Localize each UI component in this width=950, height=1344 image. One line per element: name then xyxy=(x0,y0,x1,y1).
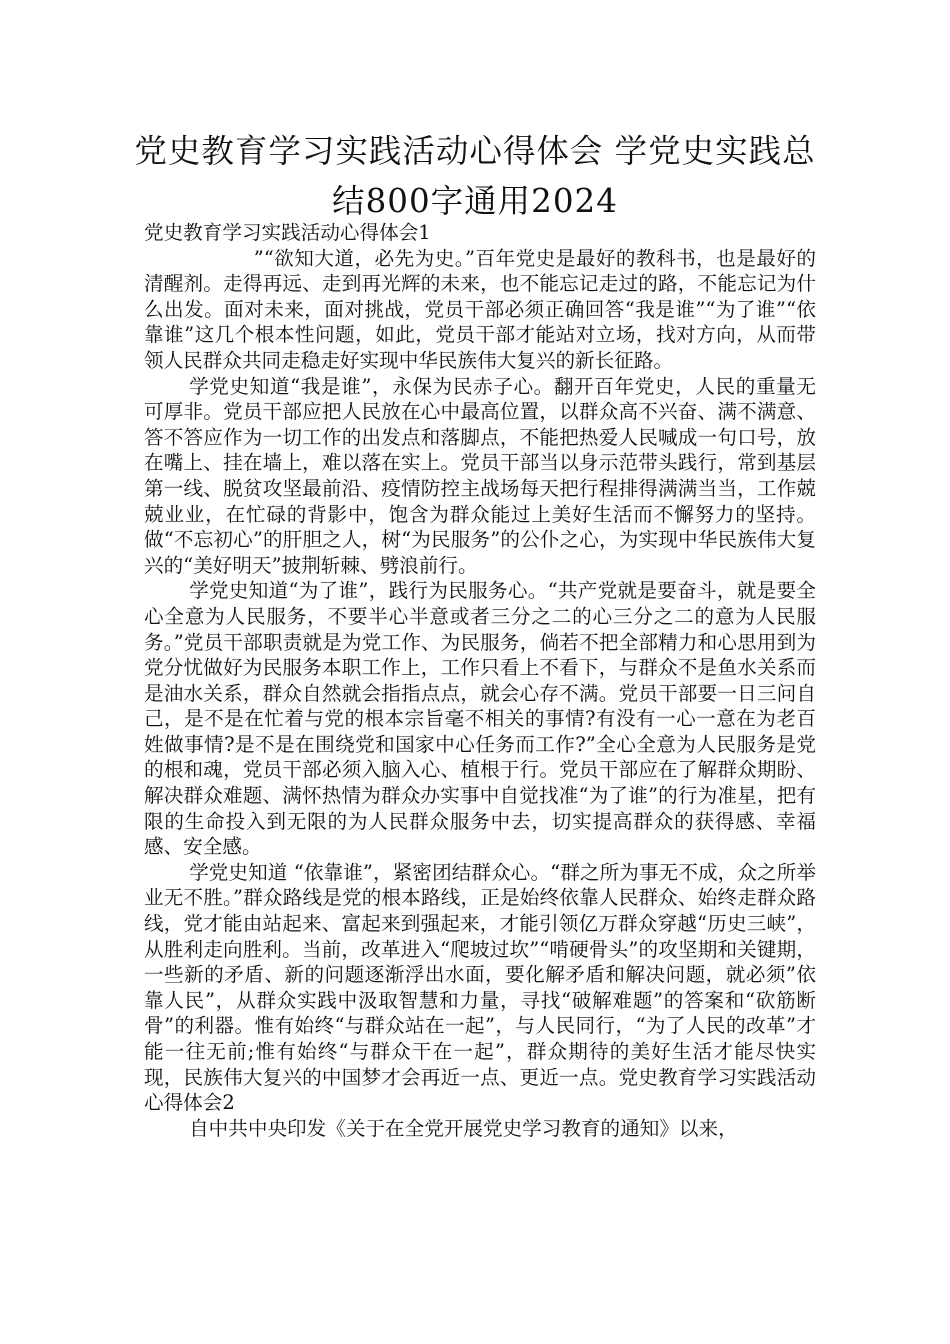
section-heading: 党史教育学习实践活动心得体会1 xyxy=(144,221,431,244)
paragraph-3: 学党史知道“为了谁”，践行为民服务心。“共产党就是要奋斗，就是要全心全意为人民服务，不要半心半意或者三分之二的心三分之二的意为人民服务。”党员干部职责就是为党工作、为民服务，倘若不把全部精力和心思用到为党分忧做好为民服务本职工作上，工作只看上不看下，与群众不是鱼水关系而是油水关系，群众自然就会指指点点，就会心存不满。党员干部要一日三问自己，是不是在忙着与党的根本宗旨毫不相关的事情?有没有一心一意在为老百姓做事情?是不是在围绕党和国家中心任务而工作?”全心全意为人民服务是党的根和魂，党员干部必须入脑入心、植根于行。党员干部应在了解群众期盼、解决群众难题、满怀热情为群众办实事中自觉找准“为了谁”的行为准星，把有限的生命投入到无限的为人民群众服务中去，切实提高群众的获得感、幸福感、安全感。 xyxy=(144,579,816,859)
document-body xyxy=(144,220,816,1141)
paragraph-1: ”“欲知大道，必先为史。”百年党史是最好的教科书，也是最好的清醒剂。走得再远、走到再光辉的未来，也不能忘记走过的路，不能忘记为什么出发。面对未来，面对挑战，党员干部必须正确回答“我是谁”“为了谁”“依靠谁”这几个根本性问题，如此，党员干部才能站对立场，找对方向，从而带领人民群众共同走稳走好实现中华民族伟大复兴的新长征路。 xyxy=(144,246,816,372)
paragraph-2: 学党史知道“我是谁”，永保为民赤子心。翻开百年党史，人民的重量无可厚非。党员干部应把人民放在心中最高位置，以群众高不兴奋、满不满意、答不答应作为一切工作的出发点和落脚点，不能把热爱人民喊成一句口号，放在嘴上、挂在墙上，难以落在实上。党员干部当以身示范带头践行，常到基层第一线、脱贫攻坚最前沿、疫情防控主战场每天把行程排得满满当当，工作兢兢业业，在忙碌的背影中，饱含为群众能过上美好生活而不懈努力的坚持。做“不忘初心”的肝胆之人，树“为民服务”的公仆之心，为实现中华民族伟大复兴的“美好明天”披荆斩棘、劈浪前行。 xyxy=(144,374,816,577)
document-title: 党史教育学习实践活动心得体会 学党史实践总结800字通用2024 xyxy=(134,132,816,220)
paragraph-4: 学党史知道 “依靠谁”，紧密团结群众心。“群之所为事无不成，众之所举业无不胜。”群众路线是党的根本路线，正是始终依靠人民群众、始终走群众路线，党才能由站起来、富起来到强起来，才能引领亿万群众穿越“历史三峡”，从胜利走向胜利。当前，改革进入“爬坡过坎”“啃硬骨头”的攻坚期和关键期，一些新的矛盾、新的问题逐渐浮出水面，要化解矛盾和解决问题，就必须”依靠人民”，从群众实践中汲取智慧和力量，寻找“破解难题”的答案和“砍筋断骨”的利器。惟有始终“与群众站在一起”，与人民同行，“为了人民的改革”才能一往无前;惟有始终“与群众干在一起”，群众期待的美好生活才能尽快实现，民族伟大复兴的中国梦才会再近一点、更近一点。党史教育学习实践活动心得体会2 xyxy=(144,860,816,1115)
paragraph-5: 自中共中央印发《关于在全党开展党史学习教育的通知》以来， xyxy=(189,1116,738,1140)
